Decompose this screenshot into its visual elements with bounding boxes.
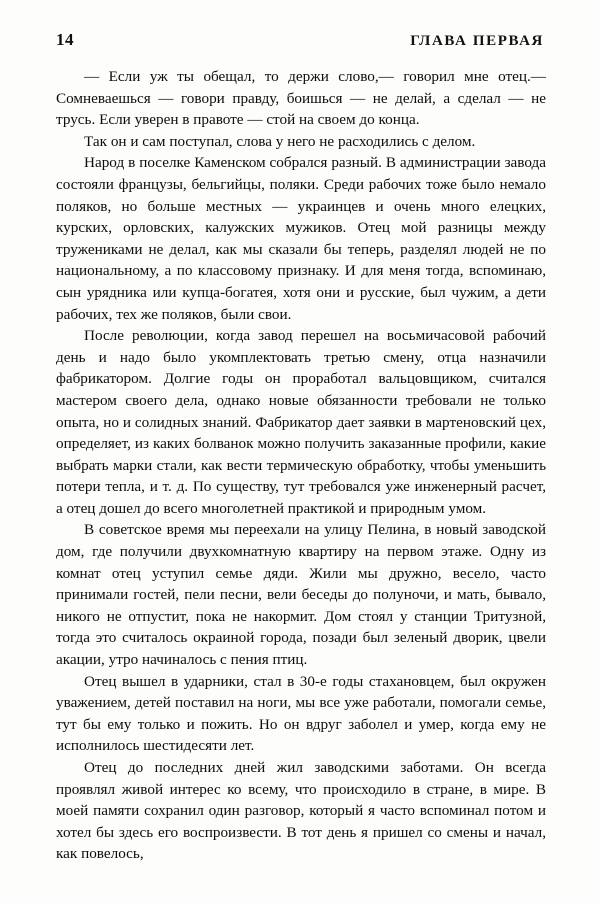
page-number: 14 [56,30,74,49]
page-header [56,30,544,50]
paragraph: Отец до последних дней жил заводскими заботами. Он всегда проявлял живой интерес ко всему, что происходило в стране, в мире. В моей памяти сохранил один разговор, который я часто вспоминал потом и хотел бы здесь его воспроизвести. В тот день я пришел со смены и начал, как повелось, [56,759,546,863]
running-title: ГЛАВА ПЕРВАЯ [410,33,544,49]
paragraph: Отец вышел в ударники, стал в 30-е годы стахановцем, был окружен уважением, детей поставил на ноги, мы все уже работали, помогали семье, тут бы ему только и пожить. Но он вдруг заболел и умер, когда ему не исполнилось шестидесяти лет. [56,672,546,755]
paragraph: — Если уж ты обещал, то держи слово,— говорил мне отец.— Сомневаешься — говори правду, боишься — не делай, а сделал — не трусь. Если уверен в правоте — стой на своем до конца. [56,68,546,129]
paragraph: Так он и сам поступал, слова у него не расходились с делом. [84,132,476,150]
paragraph: После революции, когда завод перешел на восьмичасовой рабочий день и надо было укомплектовать третью смену, отца назначили фабрикатором. Долгие годы он проработал вальцовщиком, считался мастером своего дела, однако новые обязанности требовали не только опыта, но и солидных знаний. Фабрикатор дает заявки в мартеновский цех, определяет, из каких болванок можно получить заказанные профили, какие выбрать марки стали, как вести термическую обработку, чтобы уменьшить потери тепла, и т. д. По существу, тут требовался уже инженерный расчет, а отец дошел до всего многолетней практикой и природным умом. [56,327,546,517]
paragraph: В советское время мы переехали на улицу Пелина, в новый заводской дом, где получили двухкомнатную квартиру на первом этаже. Одну из комнат отец уступил семье дяди. Жили мы дружно, весело, часто принимали гостей, пели песни, вели беседы до полуночи, и мать, бывало, никого не отпустит, пока не накормит. Дом стоял у станции Тритузной, тогда это считалось окраиной города, позади был зеленый дворик, цвели акации, утро начиналось с пения птиц. [56,521,546,669]
paragraph: Народ в поселке Каменском собрался разный. В администрации завода состояли французы, бельгийцы, поляки. Среди рабочих тоже было немало поляков, но больше местных — украинцев и очень много елецких, курских, орловских, калужских мужиков. Отец мой разницы между тружениками не делал, как мы сказали бы теперь, разделял людей не по национальному, а по классовому признаку. И для меня тогда, вспоминаю, сын урядника или купца-богатея, хотя они и русские, был чужим, а дети рабочих, тех же поляков, были свои. [56,154,546,323]
page-body [56,66,546,865]
